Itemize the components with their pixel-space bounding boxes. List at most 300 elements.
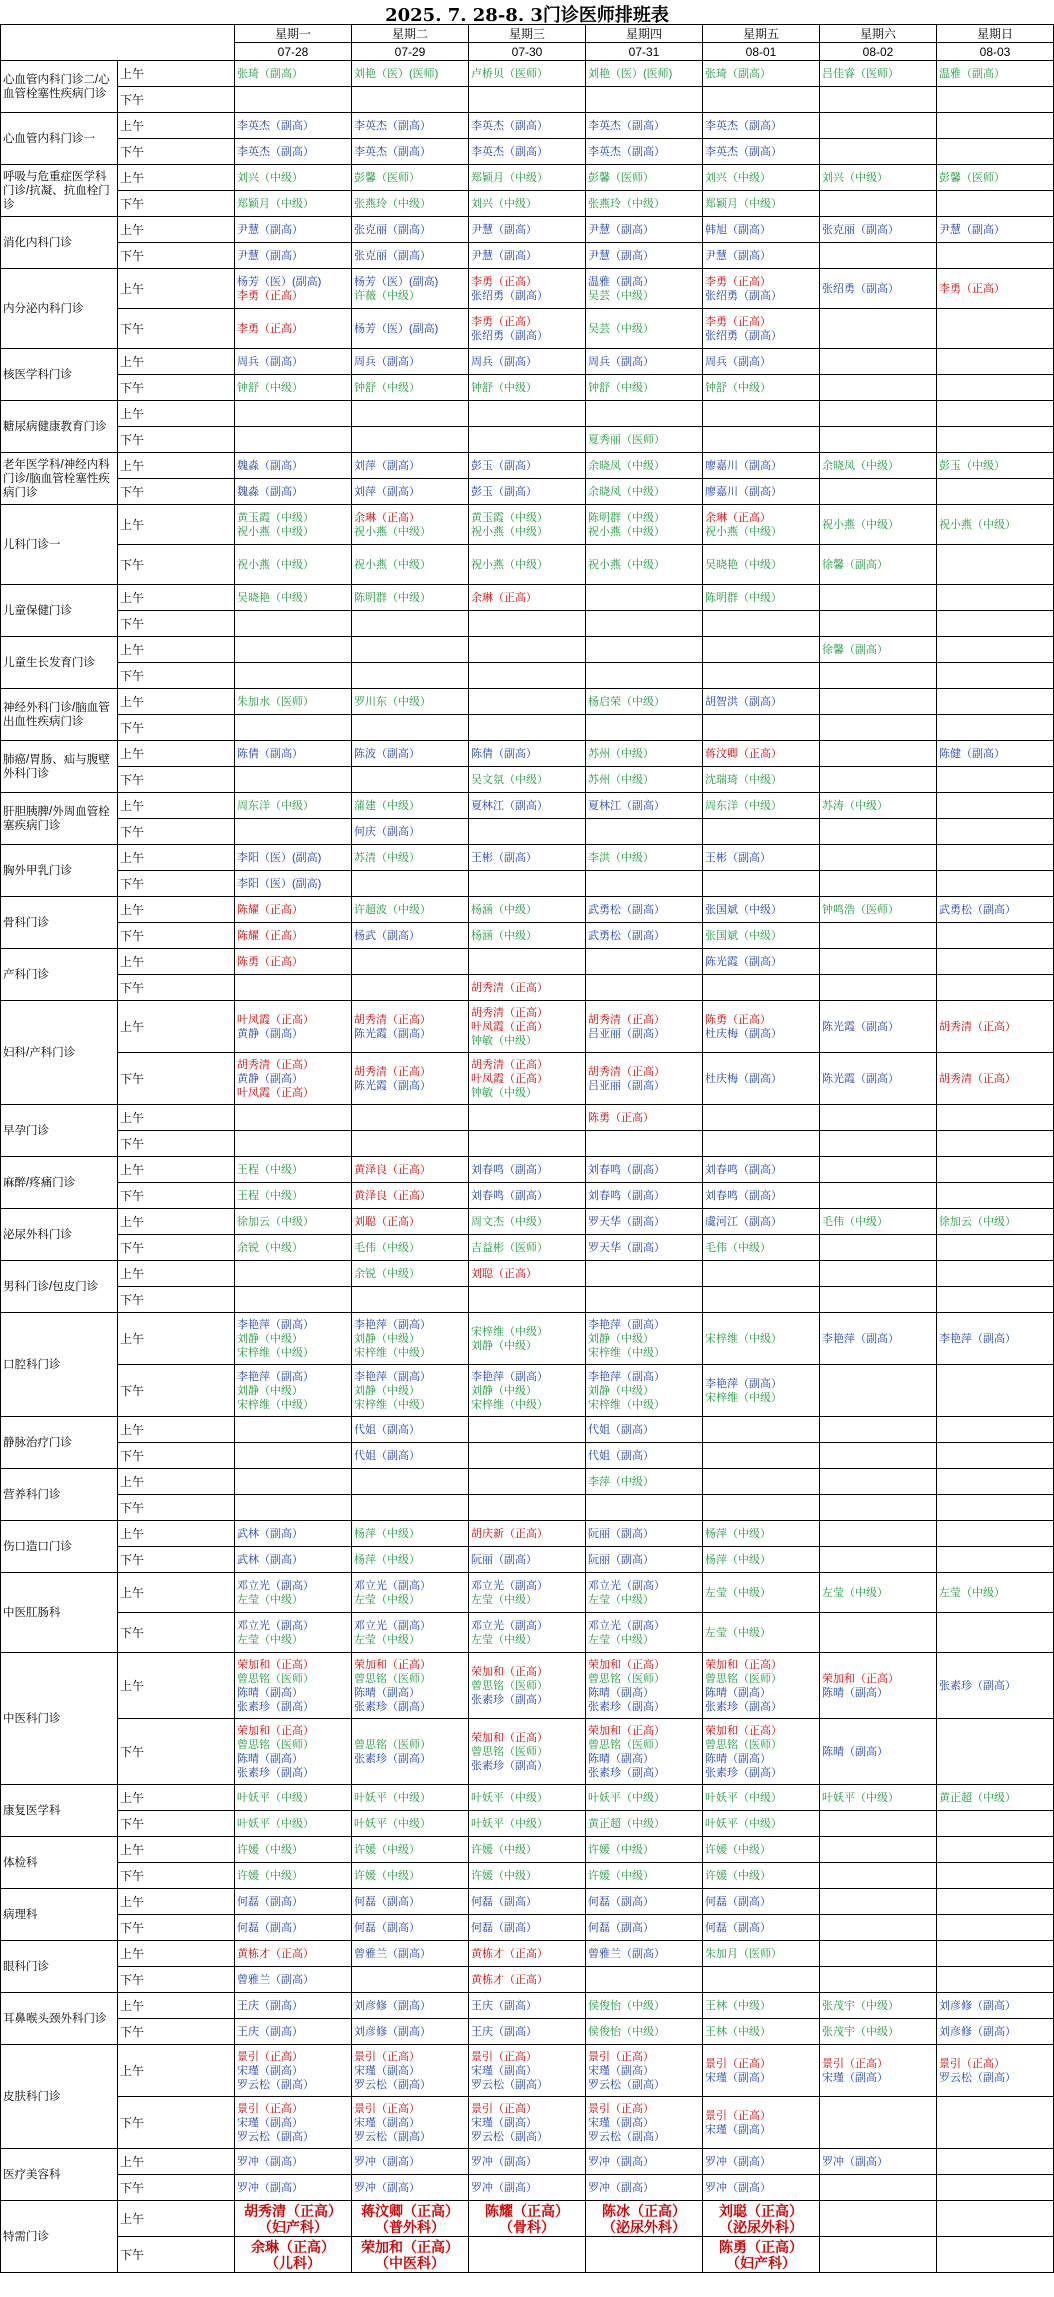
doctor-entry: 胡秀清（正高） <box>244 2202 342 2219</box>
doctor-cell <box>235 611 352 637</box>
doctor-cell <box>820 611 937 637</box>
doctor-entry: 苏清（中级） <box>354 851 420 864</box>
doctor-cell <box>703 871 820 897</box>
doctor-entry: 彭馨（医师） <box>939 171 1005 184</box>
doctor-cell <box>820 1235 937 1261</box>
doctor-cell <box>820 1443 937 1469</box>
doctor-cell <box>937 949 1054 975</box>
doctor-cell <box>937 585 1054 611</box>
doctor-entry: 张绍勇（副高） <box>822 282 899 295</box>
doctor-cell <box>937 923 1054 949</box>
doctor-cell <box>469 375 586 401</box>
doctor-entry: 张国斌（中级） <box>705 903 782 916</box>
table-row <box>1 217 1054 243</box>
doctor-cell <box>469 453 586 479</box>
doctor-cell <box>703 1613 820 1653</box>
doctor-cell <box>235 2175 352 2201</box>
doctor-cell <box>352 1443 469 1469</box>
doctor-cell <box>352 1105 469 1131</box>
doctor-cell <box>352 191 469 217</box>
doctor-cell <box>586 1157 703 1183</box>
doctor-cell <box>352 2019 469 2045</box>
table-row <box>1 1837 1054 1863</box>
doctor-cell <box>469 545 586 585</box>
doctor-entry: 许媛（中级） <box>354 1843 420 1856</box>
doctor-cell <box>586 1209 703 1235</box>
doctor-cell <box>820 2237 937 2273</box>
doctor-entry: 叶凤霞（正高） <box>237 1013 314 1026</box>
doctor-entry: 左莹（中级） <box>705 1626 771 1639</box>
doctor-cell <box>820 139 937 165</box>
doctor-cell <box>937 191 1054 217</box>
doctor-cell <box>235 505 352 545</box>
doctor-cell <box>937 2237 1054 2273</box>
doctor-cell <box>352 505 469 545</box>
doctor-cell <box>937 1183 1054 1209</box>
session-label: 上午 <box>118 1653 235 1719</box>
doctor-cell <box>235 1157 352 1183</box>
doctor-cell <box>703 2175 820 2201</box>
doctor-cell <box>703 1547 820 1573</box>
session-label: 下午 <box>118 663 235 689</box>
doctor-entry: 何磊（副高） <box>237 1921 303 1934</box>
doctor-cell <box>820 1811 937 1837</box>
doctor-cell <box>235 375 352 401</box>
doctor-cell <box>352 1785 469 1811</box>
doctor-cell <box>703 2097 820 2149</box>
table-row <box>1 191 1054 217</box>
doctor-entry: 荣加和（正高） <box>471 1731 548 1744</box>
session-label: 上午 <box>118 349 235 375</box>
doctor-cell <box>820 1573 937 1613</box>
doctor-cell <box>703 975 820 1001</box>
doctor-cell <box>820 923 937 949</box>
doctor-cell <box>937 1261 1054 1287</box>
doctor-entry: 曾雅兰（副高） <box>354 1947 431 1960</box>
doctor-cell <box>820 1287 937 1313</box>
doctor-cell <box>586 1653 703 1719</box>
doctor-cell <box>469 505 586 545</box>
doctor-cell <box>352 819 469 845</box>
doctor-cell <box>937 269 1054 309</box>
doctor-cell <box>703 1157 820 1183</box>
doctor-cell <box>586 1967 703 1993</box>
doctor-entry: 王彬（副高） <box>471 851 537 864</box>
doctor-entry: 景引（正高） <box>471 2102 537 2115</box>
table-row <box>1 1941 1054 1967</box>
doctor-cell <box>235 217 352 243</box>
doctor-entry: 胡秀清（正高） <box>588 1065 665 1078</box>
doctor-cell <box>235 1653 352 1719</box>
doctor-entry: 夏林江（副高） <box>588 799 665 812</box>
doctor-cell <box>937 1613 1054 1653</box>
doctor-cell <box>352 1235 469 1261</box>
doctor-cell <box>586 637 703 663</box>
doctor-entry: 荣加和（正高） <box>354 1658 431 1671</box>
doctor-entry: 杨芳（医）(副高) <box>354 275 439 288</box>
dept-name: 中医科门诊 <box>1 1653 118 1785</box>
session-label: 上午 <box>118 1469 235 1495</box>
doctor-entry: 陈晴（副高） <box>822 1745 888 1758</box>
session-label: 下午 <box>118 1967 235 1993</box>
doctor-entry: 叶妖平（中级） <box>354 1791 431 1804</box>
doctor-cell <box>352 1001 469 1053</box>
doctor-entry: 杨萍（中级） <box>354 1553 420 1566</box>
session-label: 上午 <box>118 637 235 663</box>
doctor-entry: 张绍勇（副高） <box>705 289 782 302</box>
doctor-entry: 陈晴（副高） <box>354 1686 420 1699</box>
dept-name: 口腔科门诊 <box>1 1313 118 1417</box>
doctor-cell <box>820 309 937 349</box>
session-label: 上午 <box>118 897 235 923</box>
doctor-cell <box>703 139 820 165</box>
doctor-entry: 尹慧（副高） <box>471 223 537 236</box>
doctor-cell <box>469 165 586 191</box>
doctor-entry: 许媛（中级） <box>588 1869 654 1882</box>
table-row <box>1 1785 1054 1811</box>
doctor-cell <box>235 923 352 949</box>
doctor-cell <box>937 1521 1054 1547</box>
doctor-cell <box>586 1811 703 1837</box>
doctor-cell <box>820 1785 937 1811</box>
doctor-entry: 刘静（中级） <box>588 1384 654 1397</box>
session-label: 下午 <box>118 2019 235 2045</box>
doctor-entry: 夏林江（副高） <box>471 799 548 812</box>
doctor-cell <box>352 349 469 375</box>
doctor-entry: 余晓凤（中级） <box>588 485 665 498</box>
doctor-entry: 王庆（副高） <box>471 1999 537 2012</box>
doctor-cell <box>235 1443 352 1469</box>
dept-name: 心血管内科门诊一 <box>1 113 118 165</box>
doctor-entry: 张琦（副高） <box>705 67 771 80</box>
doctor-entry: 罗冲（副高） <box>471 2155 537 2168</box>
doctor-entry: 余锐（中级） <box>237 1241 303 1254</box>
doctor-entry: 李艳萍（副高） <box>588 1318 665 1331</box>
doctor-cell <box>352 217 469 243</box>
doctor-cell <box>937 1719 1054 1785</box>
doctor-entry: 刘静（中级） <box>471 1384 537 1397</box>
doctor-cell <box>352 479 469 505</box>
doctor-cell <box>820 1105 937 1131</box>
doctor-cell <box>235 479 352 505</box>
doctor-entry: 张素珍（副高） <box>705 1766 782 1779</box>
doctor-entry: 罗冲（副高） <box>237 2155 303 2168</box>
doctor-cell <box>703 349 820 375</box>
doctor-cell <box>703 375 820 401</box>
doctor-entry: 蒋汶卿（正高） <box>705 747 782 760</box>
doctor-entry: 景引（正高） <box>588 2102 654 2115</box>
doctor-entry: 陈光霞（副高） <box>822 1072 899 1085</box>
doctor-entry: 张克丽（副高） <box>354 223 431 236</box>
doctor-cell <box>586 1889 703 1915</box>
session-label: 下午 <box>118 871 235 897</box>
header-blank <box>1 25 235 61</box>
doctor-entry: 余锐（中级） <box>354 1267 420 1280</box>
doctor-entry: 宋瑾（副高） <box>471 2116 537 2129</box>
doctor-cell <box>235 87 352 113</box>
doctor-entry: 李艳萍（副高） <box>354 1370 431 1383</box>
doctor-cell <box>703 1941 820 1967</box>
doctor-cell <box>703 793 820 819</box>
doctor-cell <box>586 1915 703 1941</box>
doctor-cell <box>469 1105 586 1131</box>
doctor-cell <box>937 1417 1054 1443</box>
doctor-cell <box>937 1001 1054 1053</box>
doctor-cell <box>703 637 820 663</box>
doctor-entry: 左莹（中级） <box>588 1593 654 1606</box>
header-row-days <box>1 25 1054 43</box>
session-label: 下午 <box>118 2175 235 2201</box>
doctor-entry: 杨芳（医）(副高) <box>354 322 439 335</box>
doctor-cell <box>703 1719 820 1785</box>
doctor-entry: 李洪（中级） <box>588 851 654 864</box>
doctor-entry: 陈明群（中级） <box>588 511 665 524</box>
doctor-cell <box>586 585 703 611</box>
table-row <box>1 269 1054 309</box>
doctor-cell <box>352 1417 469 1443</box>
doctor-entry: 何磊（副高） <box>705 1895 771 1908</box>
doctor-entry: 景引（正高） <box>354 2102 420 2115</box>
doctor-cell <box>469 715 586 741</box>
doctor-cell <box>586 1573 703 1613</box>
doctor-cell <box>937 1209 1054 1235</box>
doctor-cell <box>820 2097 937 2149</box>
doctor-entry: 彭馨（医师） <box>588 171 654 184</box>
table-row <box>1 1235 1054 1261</box>
table-row <box>1 637 1054 663</box>
doctor-entry: 祝小燕（中级） <box>237 558 314 571</box>
doctor-entry: 祝小燕（中级） <box>705 525 782 538</box>
doctor-cell <box>820 165 937 191</box>
doctor-cell <box>352 1183 469 1209</box>
doctor-cell <box>352 1495 469 1521</box>
doctor-cell <box>820 453 937 479</box>
session-label: 下午 <box>118 1131 235 1157</box>
session-label: 上午 <box>118 741 235 767</box>
doctor-entry: 钟敏（中级） <box>471 1034 537 1047</box>
doctor-entry: 曾思铭（医师） <box>588 1672 665 1685</box>
doctor-cell <box>820 689 937 715</box>
doctor-entry: （骨科） <box>499 2218 555 2235</box>
doctor-entry: 温雅（副高） <box>588 275 654 288</box>
doctor-entry: 许媛（中级） <box>471 1869 537 1882</box>
doctor-entry: 李英杰（副高） <box>705 119 782 132</box>
doctor-cell <box>352 139 469 165</box>
table-row <box>1 505 1054 545</box>
table-row <box>1 1313 1054 1365</box>
session-label: 上午 <box>118 505 235 545</box>
doctor-entry: 李勇（正高） <box>237 289 303 302</box>
doctor-entry: 何磊（副高） <box>471 1921 537 1934</box>
doctor-cell <box>352 585 469 611</box>
doctor-cell <box>352 61 469 87</box>
doctor-cell <box>937 1157 1054 1183</box>
doctor-entry: 刘静（中级） <box>354 1332 420 1345</box>
doctor-entry: 代姐（副高） <box>354 1423 420 1436</box>
doctor-cell <box>352 2045 469 2097</box>
doctor-entry: 周兵（副高） <box>471 355 537 368</box>
doctor-entry: 陈波（副高） <box>354 747 420 760</box>
doctor-entry: 李英杰（副高） <box>237 119 314 132</box>
session-label: 上午 <box>118 401 235 427</box>
doctor-cell <box>586 2019 703 2045</box>
doctor-cell <box>820 1547 937 1573</box>
doctor-entry: 张素珍（副高） <box>939 1679 1016 1692</box>
doctor-cell <box>820 375 937 401</box>
table-row <box>1 1993 1054 2019</box>
doctor-cell <box>703 1235 820 1261</box>
doctor-entry: 罗冲（副高） <box>237 2181 303 2194</box>
doctor-entry: 宋梓维（中级） <box>705 1332 782 1345</box>
doctor-cell <box>820 269 937 309</box>
doctor-entry: 武勇松（副高） <box>588 929 665 942</box>
doctor-cell <box>352 1131 469 1157</box>
doctor-entry: 张素珍（副高） <box>354 1700 431 1713</box>
doctor-entry: 何庆（副高） <box>354 825 420 838</box>
doctor-cell <box>937 689 1054 715</box>
doctor-entry: 罗川东（中级） <box>354 695 431 708</box>
doctor-cell <box>352 1993 469 2019</box>
doctor-cell <box>469 1915 586 1941</box>
doctor-cell <box>586 191 703 217</box>
doctor-cell <box>586 217 703 243</box>
header-day: 星期日 <box>937 25 1054 43</box>
doctor-entry: 陈倩（副高） <box>237 747 303 760</box>
doctor-cell <box>235 897 352 923</box>
doctor-cell <box>586 871 703 897</box>
doctor-cell <box>469 845 586 871</box>
doctor-cell <box>469 243 586 269</box>
doctor-entry: 景引（正高） <box>939 2057 1005 2070</box>
doctor-entry: 罗冲（副高） <box>705 2181 771 2194</box>
session-label: 下午 <box>118 1235 235 1261</box>
doctor-entry: 何磊（副高） <box>354 1921 420 1934</box>
doctor-cell <box>703 611 820 637</box>
doctor-entry: 曾雅兰（副高） <box>588 1947 665 1960</box>
doctor-cell <box>703 269 820 309</box>
doctor-entry: 张燕玲（中级） <box>354 197 431 210</box>
session-label: 下午 <box>118 1719 235 1785</box>
doctor-cell <box>235 61 352 87</box>
doctor-entry: 荣加和（正高） <box>237 1658 314 1671</box>
doctor-cell <box>235 453 352 479</box>
doctor-cell <box>469 217 586 243</box>
doctor-cell <box>352 269 469 309</box>
doctor-cell <box>703 2237 820 2273</box>
doctor-cell <box>820 845 937 871</box>
doctor-cell <box>469 975 586 1001</box>
doctor-cell <box>820 1941 937 1967</box>
dept-name: 神经外科门诊/脑血管出血性疾病门诊 <box>1 689 118 741</box>
session-label: 上午 <box>118 585 235 611</box>
doctor-cell <box>703 767 820 793</box>
table-row <box>1 1183 1054 1209</box>
doctor-entry: 胡秀清（正高） <box>237 1058 314 1071</box>
doctor-cell <box>820 637 937 663</box>
doctor-cell <box>820 1613 937 1653</box>
doctor-cell <box>352 1967 469 1993</box>
doctor-entry: 刘兴（中级） <box>471 197 537 210</box>
dept-name: 肝胆胰脾/外周血管栓塞疾病门诊 <box>1 793 118 845</box>
doctor-cell <box>235 1521 352 1547</box>
doctor-entry: 何磊（副高） <box>705 1921 771 1934</box>
session-label: 下午 <box>118 923 235 949</box>
doctor-entry: 刘彦修（副高） <box>939 1999 1016 2012</box>
doctor-entry: 李艳萍（副高） <box>354 1318 431 1331</box>
session-label: 下午 <box>118 479 235 505</box>
session-label: 上午 <box>118 1573 235 1613</box>
doctor-cell <box>820 2149 937 2175</box>
doctor-cell <box>586 2237 703 2273</box>
session-label: 下午 <box>118 1915 235 1941</box>
doctor-entry: 邓立光（副高） <box>237 1579 314 1592</box>
doctor-entry: 左莹（中级） <box>354 1633 420 1646</box>
doctor-entry: 李勇（正高） <box>705 315 771 328</box>
page-title: 2025. 7. 28-8. 3门诊医师排班表 <box>385 5 669 26</box>
doctor-entry: 陈光霞（副高） <box>705 955 782 968</box>
doctor-cell <box>820 1209 937 1235</box>
doctor-cell <box>352 545 469 585</box>
doctor-cell <box>937 1365 1054 1417</box>
doctor-cell <box>235 2237 352 2273</box>
session-label: 上午 <box>118 793 235 819</box>
doctor-cell <box>937 637 1054 663</box>
session-label: 下午 <box>118 1613 235 1653</box>
doctor-entry: 何磊（副高） <box>237 1895 303 1908</box>
doctor-entry: 左莹（中级） <box>237 1593 303 1606</box>
doctor-cell <box>352 611 469 637</box>
doctor-entry: 叶凤霞（正高） <box>471 1020 548 1033</box>
doctor-entry: 王庆（副高） <box>471 2025 537 2038</box>
doctor-entry: 叶妖平（中级） <box>705 1791 782 1804</box>
doctor-cell <box>469 87 586 113</box>
doctor-cell <box>235 165 352 191</box>
doctor-entry: 陈倩（副高） <box>471 747 537 760</box>
doctor-entry: 彭玉（中级） <box>939 459 1005 472</box>
table-row <box>1 1889 1054 1915</box>
doctor-cell <box>937 767 1054 793</box>
doctor-entry: 景引（正高） <box>237 2050 303 2063</box>
doctor-cell <box>820 2019 937 2045</box>
doctor-entry: 刘静（中级） <box>471 1339 537 1352</box>
doctor-entry: 周兵（副高） <box>705 355 771 368</box>
doctor-entry: 张燕玲（中级） <box>588 197 665 210</box>
doctor-cell <box>586 1547 703 1573</box>
doctor-cell <box>820 87 937 113</box>
doctor-cell <box>235 1941 352 1967</box>
doctor-entry: 刘静（中级） <box>354 1384 420 1397</box>
table-row <box>1 1653 1054 1719</box>
doctor-cell <box>703 585 820 611</box>
doctor-cell <box>235 1613 352 1653</box>
doctor-entry: 宋梓维（中级） <box>471 1398 548 1411</box>
doctor-entry: 陈勇（正高） <box>237 955 303 968</box>
table-row <box>1 1495 1054 1521</box>
doctor-cell <box>703 1469 820 1495</box>
doctor-cell <box>937 309 1054 349</box>
doctor-entry: 宋梓维（中级） <box>354 1346 431 1359</box>
doctor-entry: 罗云松（副高） <box>939 2071 1016 2084</box>
doctor-cell <box>703 1001 820 1053</box>
doctor-cell <box>586 61 703 87</box>
doctor-entry: 陈晴（副高） <box>705 1686 771 1699</box>
doctor-entry: 张绍勇（副高） <box>705 329 782 342</box>
doctor-entry: 侯俊怡（中级） <box>588 1999 665 2012</box>
doctor-cell <box>820 1261 937 1287</box>
doctor-entry: 黄栋才（正高） <box>237 1947 314 1960</box>
doctor-entry: 陈勇（正高） <box>705 1013 771 1026</box>
dept-name: 早孕门诊 <box>1 1105 118 1157</box>
